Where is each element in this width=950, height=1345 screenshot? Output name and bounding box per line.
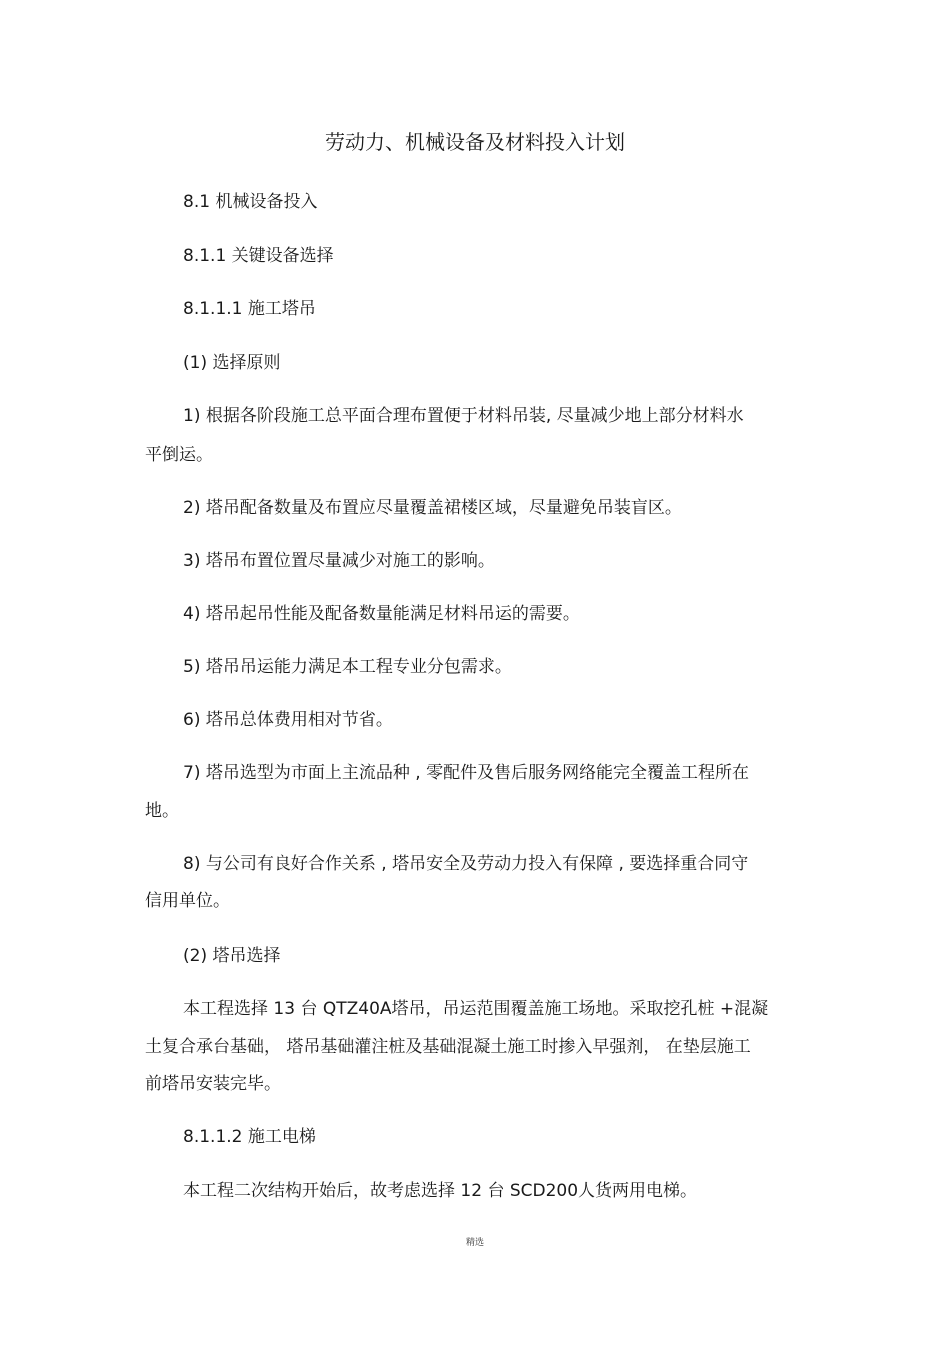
paragraph-line: 7) 塔吊选型为市面上主流品种 , 零配件及售后服务网络能完全覆盖工程所在 [183, 763, 750, 783]
paragraph-line: 信用单位。 [145, 891, 230, 911]
paragraph-line: 地。 [145, 801, 179, 821]
subheading-selection-principles: (1) 选择原则 [183, 353, 281, 373]
subheading-tower-crane-selection: (2) 塔吊选择 [183, 946, 281, 966]
paragraph-line: 5) 塔吊吊运能力满足本工程专业分包需求。 [183, 657, 512, 677]
paragraph-line: 前塔吊安装完毕。 [145, 1074, 281, 1094]
section-heading-8-1-1-2: 8.1.1.2 施工电梯 [183, 1127, 316, 1147]
paragraph-line: 2) 塔吊配备数量及布置应尽量覆盖裙楼区域，尽量避免吊装盲区。 [183, 498, 682, 518]
section-heading-8-1-1-1: 8.1.1.1 施工塔吊 [183, 299, 316, 319]
paragraph-line: 平倒运。 [145, 445, 213, 465]
section-heading-8-1: 8.1 机械设备投入 [183, 192, 318, 212]
paragraph-line: 土复合承台基础， 塔吊基础灌注桩及基础混凝土施工时掺入早强剂， 在垫层施工 [145, 1037, 751, 1057]
paragraph-line: 本工程选择 13 台 QTZ40A塔吊，吊运范围覆盖施工场地。采取挖孔桩 +混凝 [183, 999, 769, 1019]
section-heading-8-1-1: 8.1.1 关键设备选择 [183, 246, 334, 266]
paragraph-line: 6) 塔吊总体费用相对节省。 [183, 710, 393, 730]
paragraph-line: 8) 与公司有良好合作关系 , 塔吊安全及劳动力投入有保障 , 要选择重合同守 [183, 854, 749, 874]
document-title: 劳动力、机械设备及材料投入计划 [325, 130, 625, 154]
paragraph-line: 本工程二次结构开始后，故考虑选择 12 台 SCD200人货两用电梯。 [183, 1181, 698, 1201]
paragraph-line: 1) 根据各阶段施工总平面合理布置便于材料吊装, 尽量减少地上部分材料水 [183, 406, 744, 426]
page-footer: 精选 [465, 1238, 484, 1248]
paragraph-line: 3) 塔吊布置位置尽量减少对施工的影响。 [183, 551, 495, 571]
paragraph-line: 4) 塔吊起吊性能及配备数量能满足材料吊运的需要。 [183, 604, 580, 624]
